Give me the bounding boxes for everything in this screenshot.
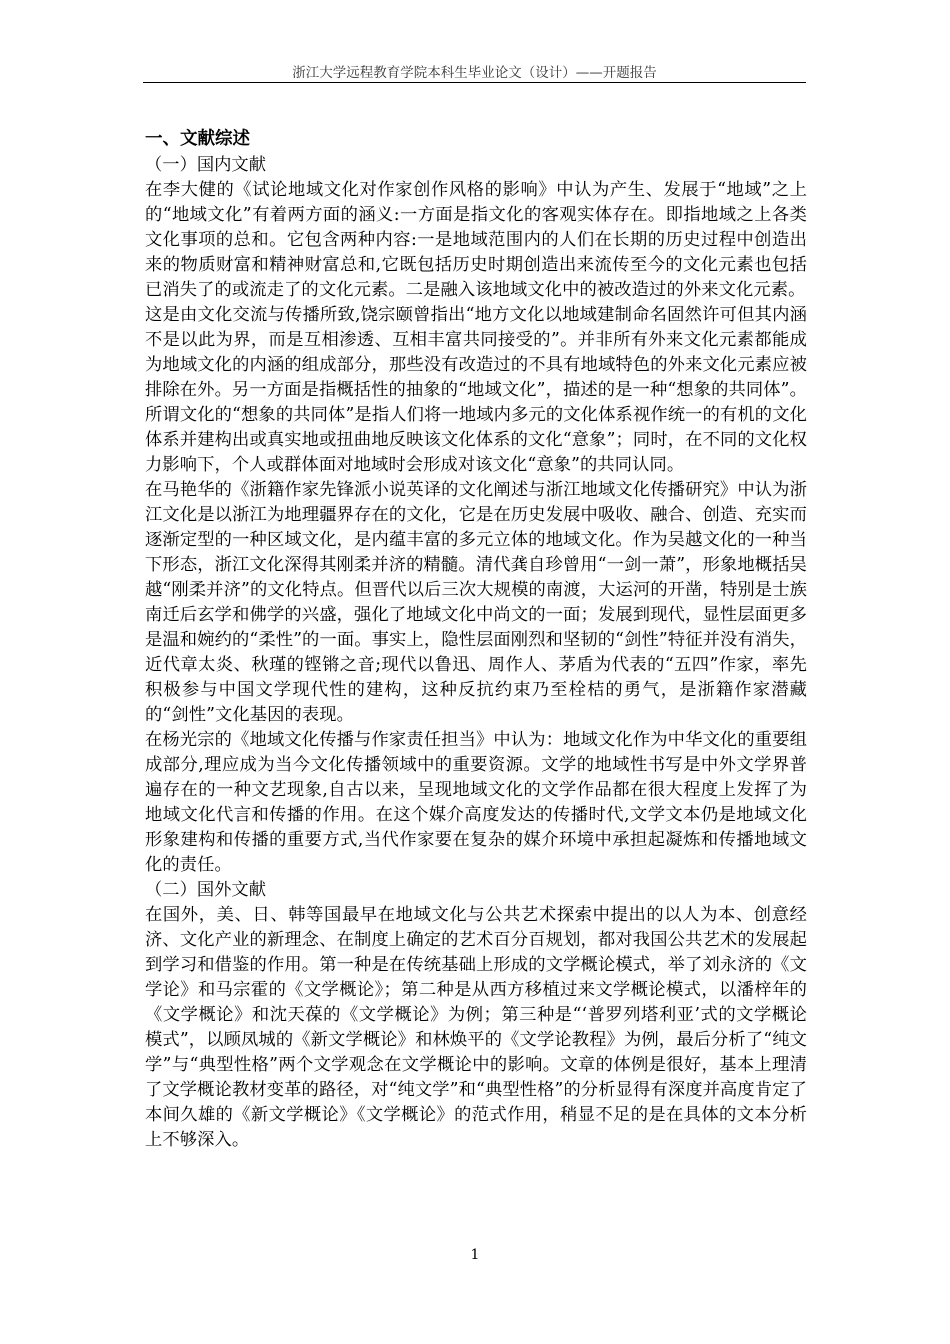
paragraph: 这是由文化交流与传播所致,饶宗颐曾指出“地方文化以地域建制命名固然许可但其内涵不是以此为界，而是互相渗透、互相丰富共同接受的”。并非所有外来文化元素都能成为地域文化的内涵的组成部分，那些没有改造过的不具有地域特色的外来文化元素应被排除在外。另一方面是指概括性的抽象的“地域文化”，描述的是一种“想象的共同体”。所谓文化的“想象的共同体”是指人们将一地域内多元的文化体系视作统一的有机的文化体系并建构出或真实地或扭曲地反映该文化体系的文化“意象”；同时，在不同的文化权力影响下，个人或群体面对地域时会形成对该文化“意象”的共同认同。 [145, 305, 807, 475]
paragraph: 在国外，美、日、韩等国最早在地域文化与公共艺术探索中提出的以人为本、创意经济、文化产业的新理念、在制度上确定的艺术百分百规划，都对我国公共艺术的发展起到学习和借鉴的作用。第一种是在传统基础上形成的文学概论模式，举了刘永济的《文学论》和马宗霍的《文学概论》；第二种是从西方移植过来文学概论模式，以潘梓年的《文学概论》和沈天葆的《文学概论》为例；第三种是“‘普罗列塔利亚’式的文学概论模式”，以顾凤城的《新文学概论》和林焕平的《文学论教程》为例，最后分析了“纯文学”与“典型性格”两个文学观念在文学概论中的影响。文章的体例是很好，基本上理清了文学概论教材变革的路径，对“纯文学”和“典型性格”的分析显得有深度并高度肯定了本间久雄的《新文学概论》《文学概论》的范式作用，稍显不足的是在具体的文本分析上不够深入。 [145, 905, 807, 1150]
foreign-subheading: （二）国外文献 [145, 880, 266, 900]
header-rule [143, 82, 806, 83]
section-heading: 一、文献综述 [145, 129, 250, 149]
paragraph: 在李大健的《试论地域文化对作家创作风格的影响》中认为产生、发展于“地域”之上的“地域文化”有着两方面的涵义:一方面是指文化的客观实体存在。即指地域之上各类文化事项的总和。它包含两种内容:一是地域范围内的人们在长期的历史过程中创造出来的物质财富和精神财富总和,它既包括历史时期创造出来流传至今的文化元素也包括已消失了的或流走了的文化元素。二是融入该地域文化中的被改造过的外来文化元素。 [145, 180, 807, 300]
domestic-subheading: （一）国内文献 [145, 155, 266, 175]
paragraph: 在杨光宗的《地域文化传播与作家责任担当》中认为：地域文化作为中华文化的重要组成部分,理应成为当今文化传播领域中的重要资源。文学的地域性书写是中外文学界普遍存在的一种文艺现象,自古以来，呈现地域文化的文学作品都在很大程度上发挥了为地域文化代言和传播的作用。在这个媒介高度发达的传播时代,文学文本仍是地域文化形象建构和传播的重要方式,当代作家要在复杂的媒介环境中承担起凝炼和传播地域文化的责任。 [145, 730, 807, 875]
page-header-title: 浙江大学远程教育学院本科生毕业论文（设计）——开题报告 [292, 65, 657, 81]
page-number: 1 [470, 1247, 480, 1263]
document-body [145, 127, 807, 1153]
paragraph: 在马艳华的《浙籍作家先锋派小说英译的文化阐述与浙江地域文化传播研究》中认为浙江文化是以浙江为地理疆界存在的文化，它是在历史发展中吸收、融合、创造、充实而逐渐定型的一种区域文化，是内蕴丰富的多元立体的地域文化。作为吴越文化的一种当下形态，浙江文化深得其刚柔并济的精髓。清代龚自珍曾用“一剑一萧”，形象地概括吴越“刚柔并济”的文化特点。但晋代以后三次大规模的南渡，大运河的开凿，特别是士族南迁后玄学和佛学的兴盛，强化了地域文化中尚文的一面；发展到现代，显性层面更多是温和婉约的“柔性”的一面。事实上，隐性层面刚烈和坚韧的“剑性”特征并没有消失，近代章太炎、秋瑾的铿锵之音;现代以鲁迅、周作人、茅盾为代表的“五四”作家，率先积极参与中国文学现代性的建构，这种反抗约束乃至栓桔的勇气，是浙籍作家潜藏的“剑性”文化基因的表现。 [145, 480, 807, 725]
